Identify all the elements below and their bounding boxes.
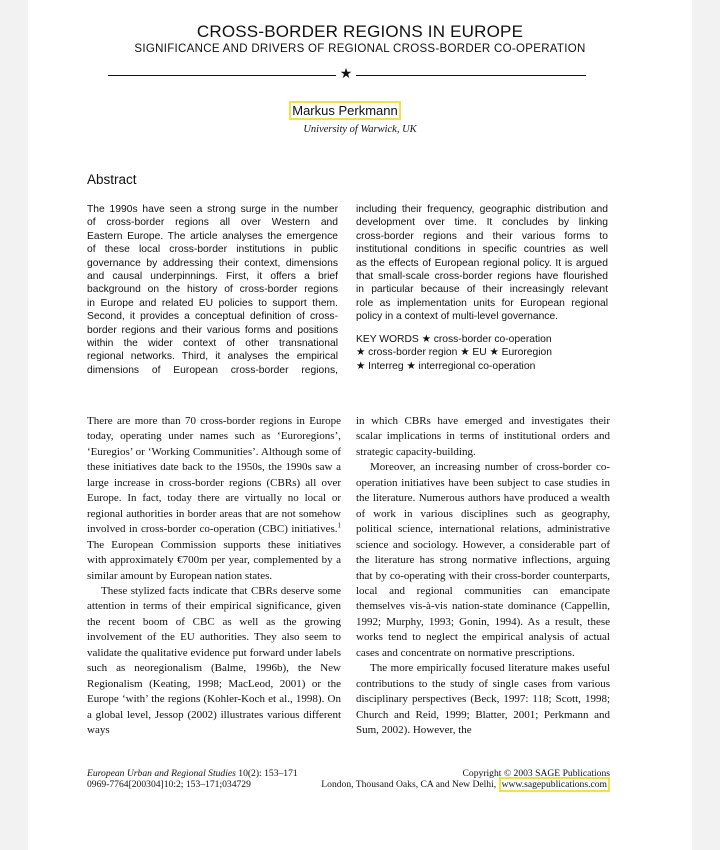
publisher-locations: London, Thousand Oaks, CA and New Delhi,	[321, 779, 499, 790]
abstract-line: Second, it provides a conceptual definition of cross-	[87, 311, 338, 323]
article-subtitle: SIGNIFICANCE AND DRIVERS OF REGIONAL CROSS-BORDER CO-OPERATION	[134, 43, 586, 55]
abstract-line: institutional conditions in specific countries as well	[356, 244, 608, 256]
abstract-line: cross-border regions and their various forms to	[356, 230, 608, 242]
body-paragraph: in which CBRs have emerged and investigates their scalar implications in terms of institutional orders and strategic capacity-building.	[356, 415, 610, 458]
author-name: Markus Perkmann	[289, 101, 401, 120]
abstract-line: of these local cross-border institutions in public	[87, 244, 338, 256]
abstract-line: dimensions of European cross-border regions,	[87, 364, 338, 376]
abstract-line: as the effects of European regional policy. It is argued	[356, 257, 608, 269]
keywords-line: ★ cross-border region ★ EU ★ Euroregion	[356, 347, 552, 359]
abstract-heading: Abstract	[87, 172, 137, 187]
footnote-marker[interactable]: 1	[337, 521, 341, 530]
abstract-line: background on the history of cross-border regions	[87, 284, 338, 296]
body-text: The European Commission supports these initiatives with approximately €700m per year, complemented by a similar amount by European nation states.	[87, 538, 341, 582]
body-text: There are more than 70 cross-border regions in Europe today, operating under names such as ‘Euroregions’, ‘Euregios’ or ‘Working Communities’. Although some of these initiatives date back to the 1950s, the 1990s saw a large increase in cross-border regions (CBRs) all over Europe. In fact, today there are virtually no local or regional authorities in border areas that are not somehow involved in cross-border co-operation (CBC) initiatives.	[87, 415, 341, 536]
abstract-line: development over time. It concludes by linking	[356, 217, 608, 229]
journal-name: European Urban and Regional Studies	[87, 768, 236, 779]
author-affiliation: University of Warwick, UK	[303, 124, 417, 135]
body-paragraph: Moreover, an increasing number of cross-border co-operation initiatives have been subject to case studies in the literature. Numerous authors have produced a wealth of work in various disciplines such as geography, political science, international relations, administrative science and sociology. However, a considerable part of the literature has strong normative inflections, arguing that by co-operating with their cross-border counterparts, local and regional communities can emancipate themselves vis-à-vis nation-state dominance (Cappellin, 1992; Murphy, 1993; Gonin, 1994). As a result, these works tend to neglect the empirical analysis of actual cases and concentrate on normative prescriptions.	[356, 461, 610, 659]
title-divider-right	[356, 75, 586, 76]
keywords-line: ★ Interreg ★ interregional co-operation	[356, 360, 536, 372]
abstract-line: role as implementation units for European regional	[356, 297, 608, 309]
footer-copyright	[321, 768, 610, 790]
abstract-left-column	[87, 203, 338, 377]
abstract-line: border regions and their various forms and positions	[87, 324, 338, 336]
keywords-block	[356, 333, 616, 373]
body-paragraph: These stylized facts indicate that CBRs deserve some attention in terms of their empirical significance, given the recent boom of CBC as well as the growing involvement of the EU authorities. They also seem to validate the qualitative evidence put forward under labels such as neoregionalism (Balme, 1996b), the New Regionalism (Keating, 1998; MacLeod, 2001) or the Europe ‘with’ the regions (Kohler-Koch et al., 1998). On a global level, Jessop (2002) illustrates various different ways	[87, 584, 341, 737]
abstract-line: The 1990s have seen a strong surge in the number	[87, 204, 338, 215]
abstract-line: in Europe and related EU policies to support them.	[87, 297, 338, 309]
footer-citation	[87, 768, 298, 790]
abstract-line: and causal underpinnings. First, it offers a brief	[87, 271, 338, 283]
copyright-line: Copyright © 2003 SAGE Publications	[462, 768, 610, 779]
article-title: CROSS-BORDER REGIONS IN EUROPE	[196, 22, 524, 41]
publisher-url-link[interactable]: www.sagepublications.com	[499, 777, 610, 792]
title-divider-left	[108, 75, 336, 76]
abstract-line: within the wider context of other transnational	[87, 338, 338, 350]
body-paragraph: The more empirically focused literature makes useful contributions to the study of single cases from various disciplinary perspectives (Beck, 1997: 118; Scott, 1998; Church and Reid, 1999; Blatter, 2001; Perkmann and Sum, 2002). However, the	[356, 662, 610, 737]
abstract-line: in particular because of their increasingly relevant	[356, 284, 608, 296]
abstract-line: Eastern Europe. The article analyses the emergence	[87, 230, 338, 242]
abstract-line: regional networks. Third, it analyses the empirical	[87, 351, 338, 363]
abstract-line: governance by addressing their context, dimensions	[87, 257, 338, 269]
abstract-right-column	[356, 203, 608, 324]
body-right-column	[356, 414, 610, 739]
keywords-line: KEY WORDS ★ cross-border co-operation	[356, 334, 552, 345]
issn-line: 0969-7764[200304]10:2; 153–171;034729	[87, 779, 251, 790]
abstract-line: of cross-border regions all over Western and	[87, 217, 338, 229]
body-paragraph	[87, 414, 341, 584]
abstract-line: that small-scale cross-border regions have flourished	[356, 271, 608, 283]
star-ornament-icon: ★	[339, 67, 353, 82]
abstract-line: including their frequency, geographic distribution and	[356, 204, 608, 215]
abstract-line: policy in a context of multi-level governance.	[356, 311, 559, 323]
body-left-column	[87, 414, 341, 739]
journal-issue: 10(2): 153–171	[235, 768, 298, 779]
